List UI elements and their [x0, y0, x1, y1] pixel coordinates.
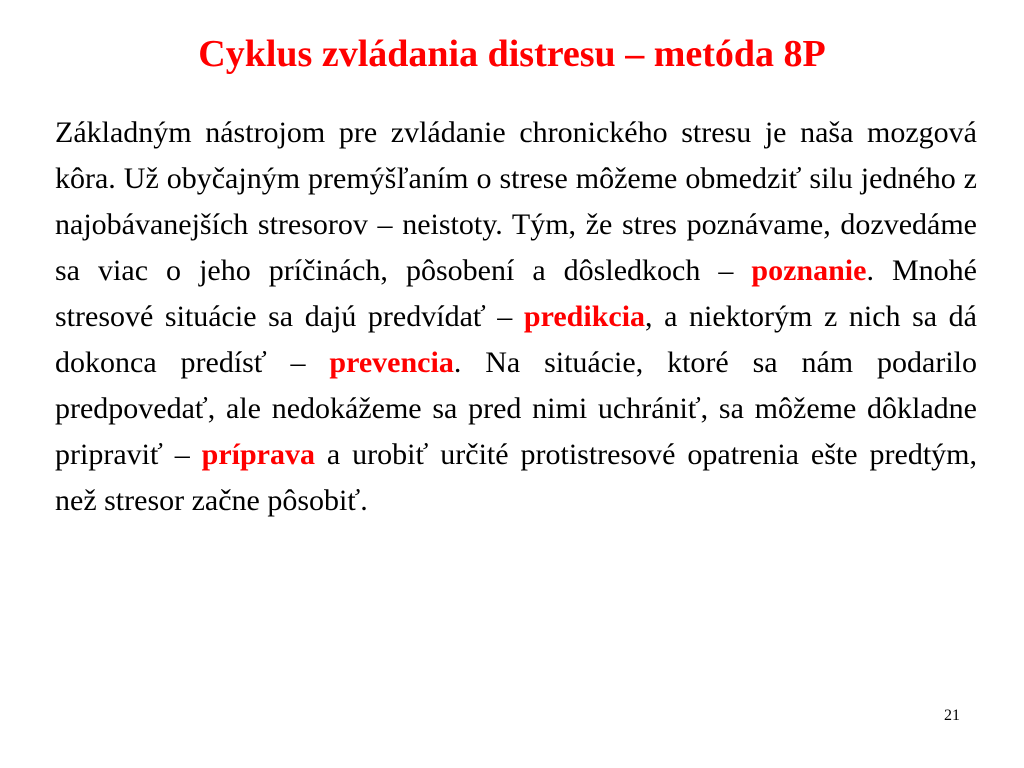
body-text-part-5: a urobiť určité protistresové opatrenia ešte predtým, než stresor začne pôsobiť.	[55, 438, 977, 517]
keyword-prevencia: prevencia	[329, 346, 454, 379]
keyword-poznanie: poznanie	[751, 254, 867, 287]
slide-title: Cyklus zvládania distresu – metóda 8P	[198, 33, 826, 75]
page-number: 21	[944, 707, 960, 724]
body-text-part-2: . Mnohé stresové situácie sa dajú predvídať –	[55, 254, 977, 333]
body-text-part-3: , a niektorým z nich sa dá dokonca predísť –	[55, 300, 977, 379]
keyword-predikcia: predikcia	[523, 300, 646, 333]
body-text-part-1: Základným nástrojom pre zvládanie chronického stresu je naša mozgová kôra. Už obyčajným premýšľaním o strese môžeme obmedziť silu jedného z najobávanejších stresorov – neistoty. Tým, že stres poznávame, dozvedáme sa viac o jeho príčinách, pôsobení a dôsledkoch –	[55, 116, 977, 287]
keyword-priprava: príprava	[201, 438, 315, 471]
body-text-part-4: . Na situácie, ktoré sa nám podarilo predpovedať, ale nedokážeme sa pred nimi uchrániť, sa môžeme dôkladne pripraviť –	[55, 346, 977, 471]
body-paragraph	[55, 110, 977, 524]
